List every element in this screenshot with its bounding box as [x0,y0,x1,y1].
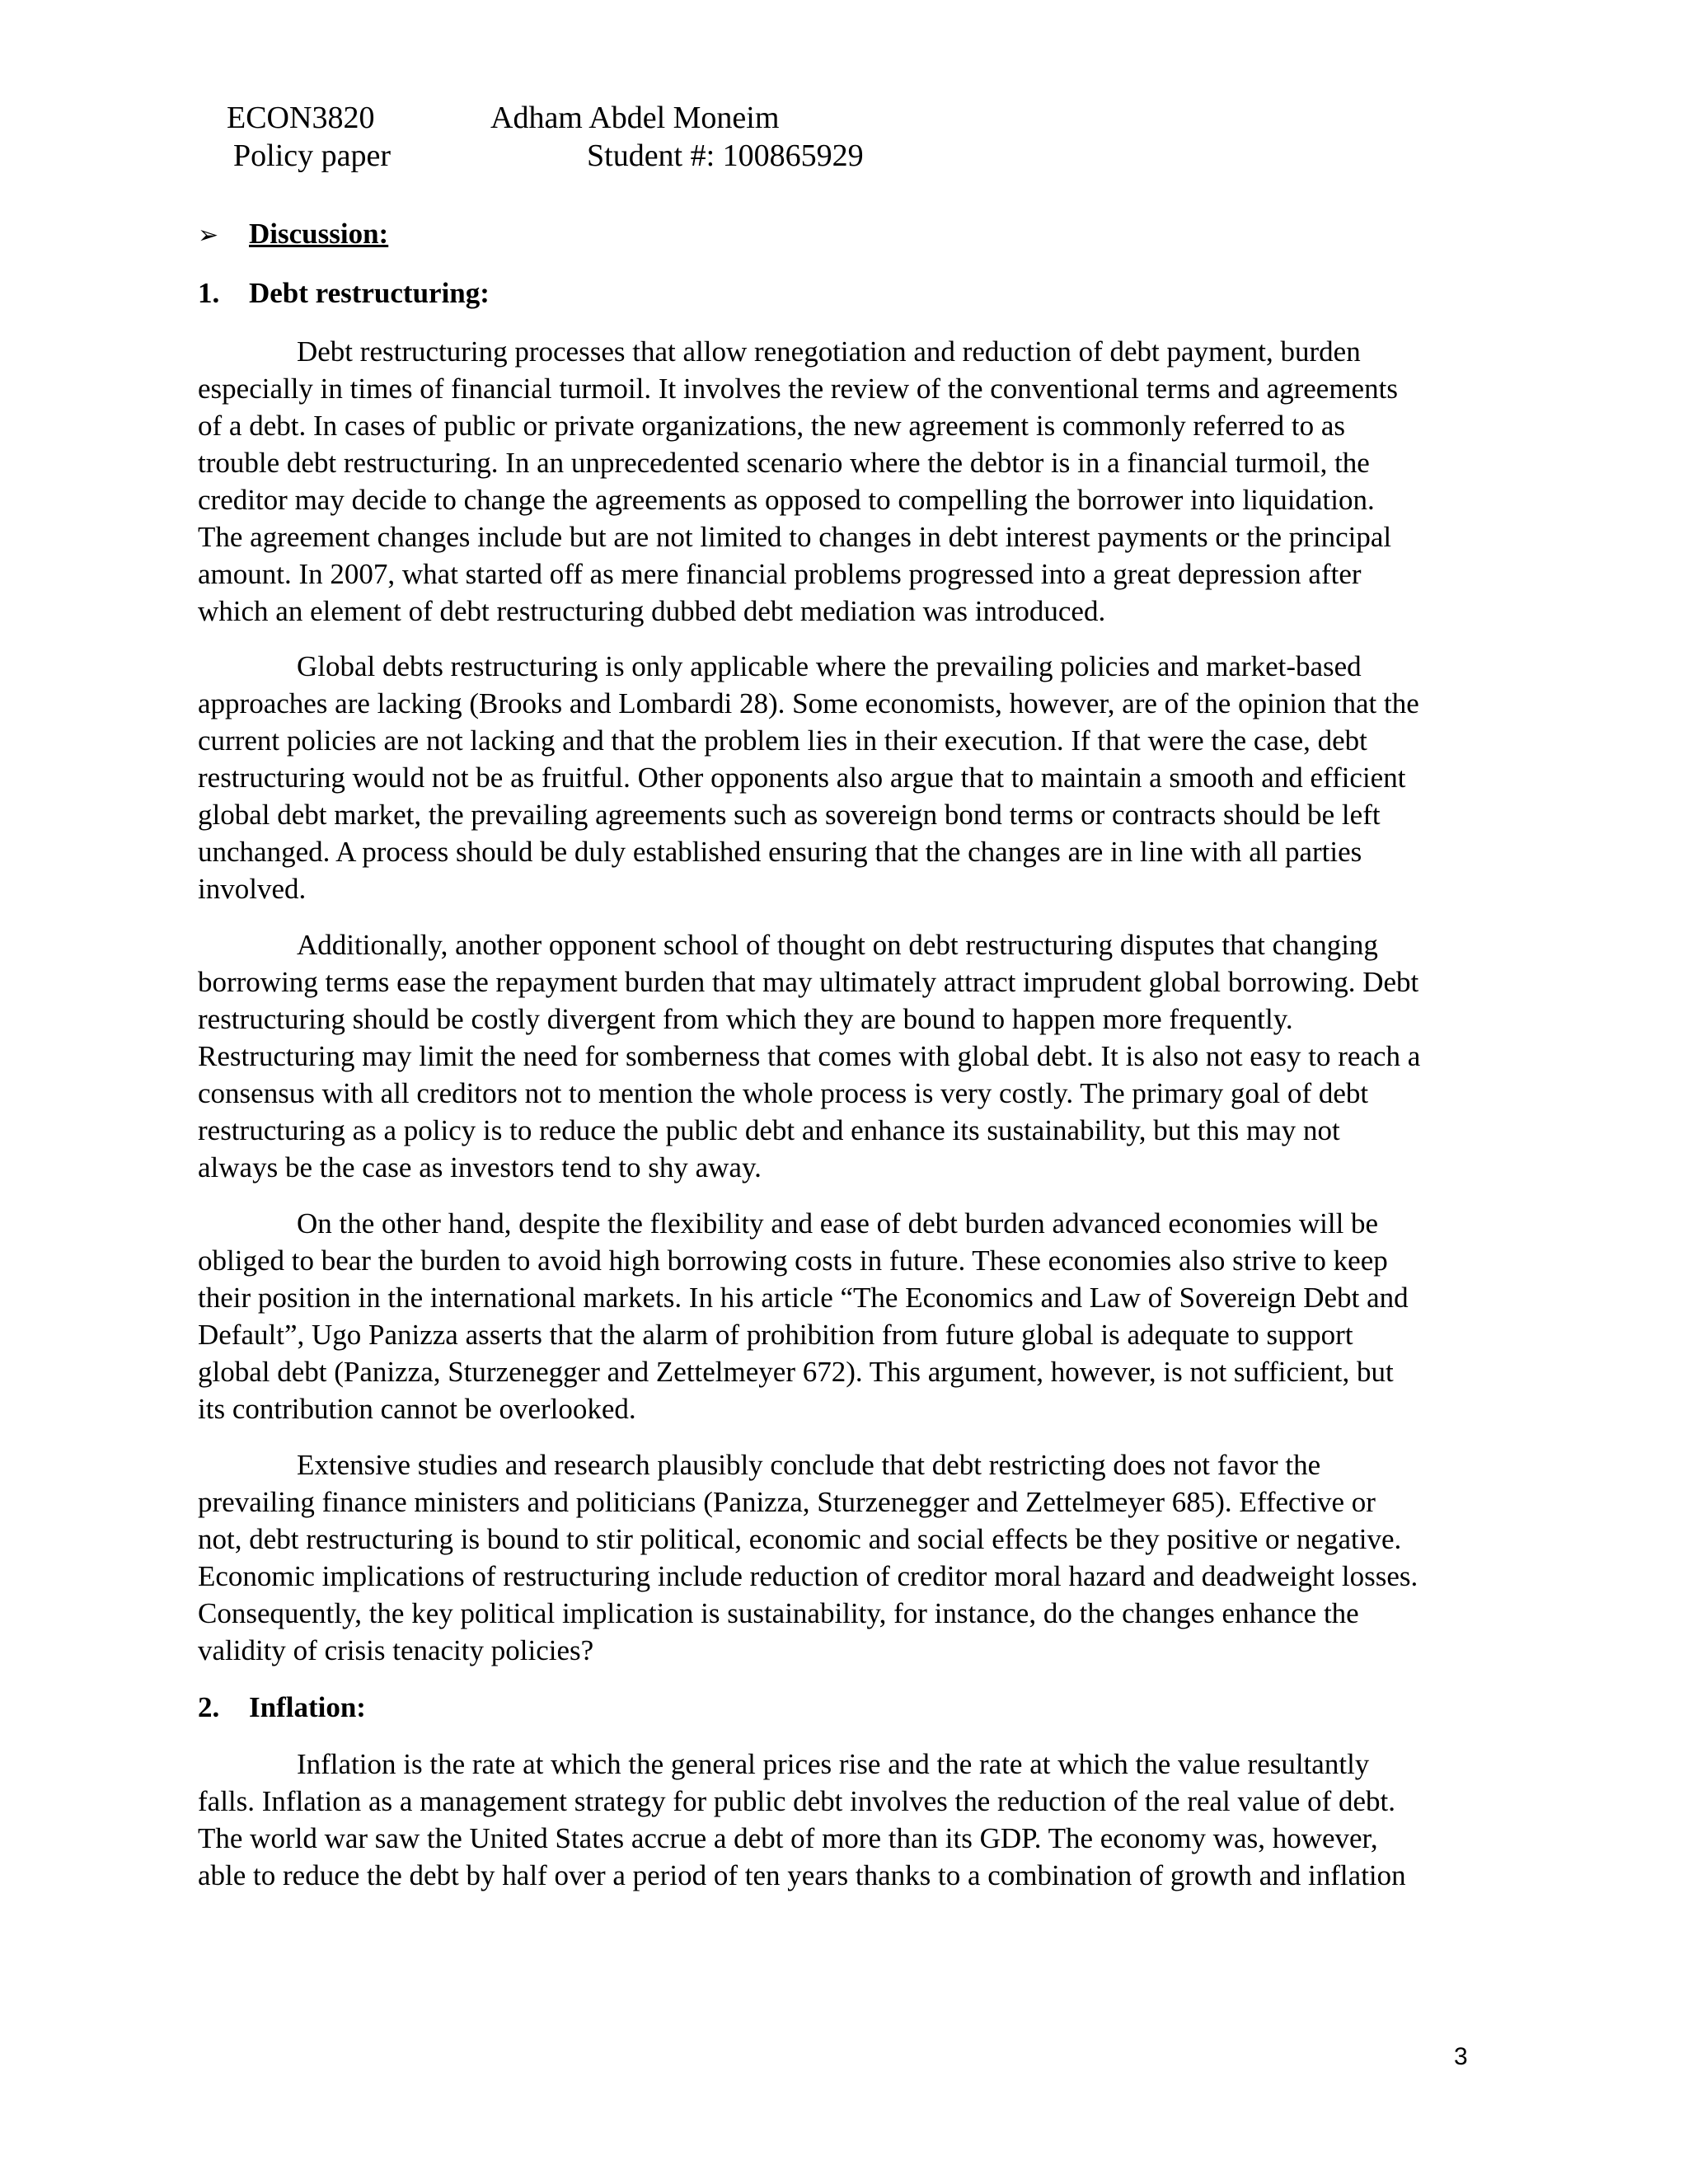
text-line: prevailing finance ministers and politicians (Panizza, Sturzenegger and Zettelmeyer 685). Effective or [198,1486,1376,1518]
text-line: Extensive studies and research plausibly conclude that debt restricting does not favor the [297,1449,1321,1481]
text-line: On the other hand, despite the flexibility and ease of debt burden advanced economies will be [297,1207,1379,1240]
paragraph [198,1446,1484,1669]
discussion-title: Discussion: [249,218,389,250]
text-line: of a debt. In cases of public or private organizations, the new agreement is commonly referred to as [198,410,1346,442]
text-line: not, debt restructuring is bound to stir political, economic and social effects be they positive or negative. [198,1523,1402,1555]
paragraph [198,648,1484,907]
text-line: The agreement changes include but are not limited to changes in debt interest payments or the principal [198,521,1392,553]
text-line: Economic implications of restructuring include reduction of creditor moral hazard and deadweight losses. [198,1560,1418,1592]
text-line: especially in times of financial turmoil. It involves the review of the conventional terms and agreements [198,373,1398,405]
text-line: validity of crisis tenacity policies? [198,1634,594,1666]
paragraph [198,1746,1484,1894]
text-line: its contribution cannot be overlooked. [198,1393,636,1425]
text-line: The world war saw the United States accrue a debt of more than its GDP. The economy was, however, [198,1822,1378,1854]
section-number: 1. [198,277,220,309]
text-line: restructuring should be costly divergent from which they are bound to happen more frequently. [198,1003,1293,1035]
text-line: Debt restructuring processes that allow renegotiation and reduction of debt payment, burden [297,335,1361,368]
text-line: Default”, Ugo Panizza asserts that the alarm of prohibition from future global is adequate to support [198,1319,1353,1351]
text-line: global debt market, the prevailing agreements such as sovereign bond terms or contracts should be left [198,799,1381,831]
text-line: Restructuring may limit the need for somberness that comes with global debt. It is also not easy to reach a [198,1040,1421,1072]
paragraph [198,1205,1484,1427]
text-line: their position in the international markets. In his article “The Economics and Law of Sovereign Debt and [198,1282,1409,1314]
student-number: Student #: 100865929 [587,138,864,173]
text-line: amount. In 2007, what started off as mere financial problems progressed into a great depression after [198,558,1362,590]
section-heading-2 [198,1690,366,1726]
course-code: ECON3820 [227,101,375,135]
section-title: Debt restructuring: [249,277,490,309]
text-line: Global debts restructuring is only applicable where the prevailing policies and market-based [297,650,1362,682]
text-line: current policies are not lacking and that the problem lies in their execution. If that were the case, debt [198,724,1367,757]
author-name: Adham Abdel Moneim [490,101,780,135]
paragraph [198,333,1484,630]
text-line: falls. Inflation as a management strategy for public debt involves the reduction of the real value of debt. [198,1785,1395,1817]
text-line: consensus with all creditors not to mention the whole process is very costly. The primary goal of debt [198,1077,1369,1109]
text-line: unchanged. A process should be duly established ensuring that the changes are in line with all parties [198,836,1362,868]
text-line: Consequently, the key political implication is sustainability, for instance, do the changes enhance the [198,1597,1359,1629]
text-line: Additionally, another opponent school of thought on debt restructuring disputes that changing [297,929,1378,961]
text-line: global debt (Panizza, Sturzenegger and Zettelmeyer 672). This argument, however, is not sufficient, but [198,1356,1394,1388]
text-line: always be the case as investors tend to shy away. [198,1151,762,1183]
text-line: creditor may decide to change the agreements as opposed to compelling the borrower into liquidation. [198,484,1375,516]
text-line: restructuring as a policy is to reduce the public debt and enhance its sustainability, but this may not [198,1114,1340,1146]
section-title: Inflation: [249,1691,366,1723]
document-type: Policy paper [233,138,392,173]
arrow-bullet-icon: ➢ [198,221,219,250]
paragraph [198,926,1484,1186]
section-heading-1 [198,275,490,312]
discussion-heading [198,216,388,254]
text-line: restructuring would not be as fruitful. Other opponents also argue that to maintain a smooth and efficient [198,762,1406,794]
text-line: Inflation is the rate at which the general prices rise and the rate at which the value resultantly [297,1748,1370,1780]
text-line: trouble debt restructuring. In an unprecedented scenario where the debtor is in a financial turmoil, the [198,447,1370,479]
text-line: obliged to bear the burden to avoid high borrowing costs in future. These economies also strive to keep [198,1244,1388,1277]
text-line: involved. [198,873,307,905]
text-line: which an element of debt restructuring dubbed debt mediation was introduced. [198,595,1106,627]
text-line: approaches are lacking (Brooks and Lombardi 28). Some economists, however, are of the opinion that the [198,687,1419,719]
page-number: 3 [1454,2043,1468,2070]
text-line: able to reduce the debt by half over a period of ten years thanks to a combination of growth and inflation [198,1859,1406,1891]
text-line: borrowing terms ease the repayment burden that may ultimately attract imprudent global borrowing. Debt [198,966,1419,998]
section-number: 2. [198,1691,220,1723]
